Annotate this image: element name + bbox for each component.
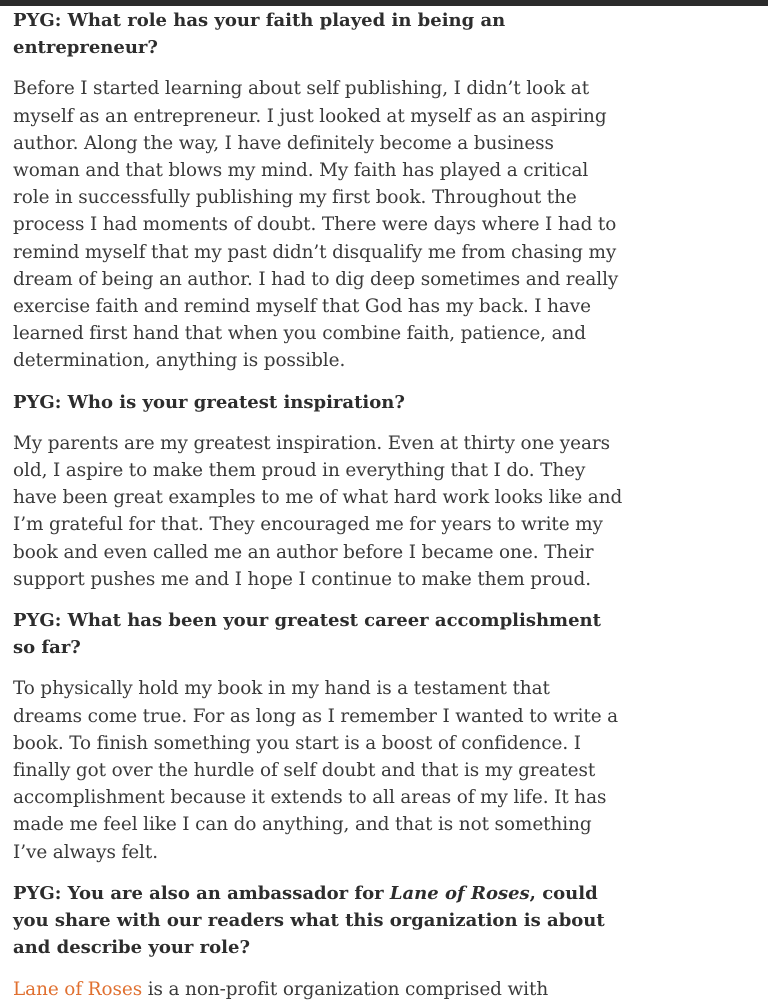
question-ambassador-pre: PYG: You are also an ambassador for [13,882,390,904]
lane-of-roses-link[interactable]: Lane of Roses [13,978,143,1000]
answer-ambassador-text: is a non-profit organization comprised with [142,978,549,1000]
question-faith: PYG: What role has your faith played in being an entrepreneur? [13,10,506,59]
question-accomplishment: PYG: What has been your greatest career accomplishment so far? [13,610,601,659]
question-inspiration: PYG: Who is your greatest inspiration? [13,391,405,413]
answer-accomplishment: To physically hold my book in my hand is a testament that dreams come true. For as long as I remember I wanted to write a book. To finish something you start is a boost of confidence. I finally got over the hurdle of self doubt and that is my greatest accomplishment because it extends to all areas of my life. It has made me feel like I can do anything, and that is not something I’ve always felt. [13,678,619,863]
answer-inspiration: My parents are my greatest inspiration. Even at thirty one years old, I aspire to make them proud in everything that I do. They have been great examples to me of what hard work looks like and I’m grateful for that. They encouraged me for years to write my book and even called me an author before I became one. Their support pushes me and I hope I continue to make them proud. [13,432,623,590]
question-ambassador [13,880,623,962]
answer-ambassador [13,976,623,1003]
interview-article [13,7,623,1003]
answer-faith: Before I started learning about self publishing, I didn’t look at myself as an entrepreneur. I just looked at myself as an aspiring author. Along the way, I have definitely become a business woman and that blows my mind. My faith has played a critical role in successfully publishing my first book. Throughout the process I had moments of doubt. There were days where I had to remind myself that my past didn’t disqualify me from chasing my dream of being an author. I had to dig deep sometimes and really exercise faith and remind myself that God has my back. I have learned first hand that when you combine faith, patience, and determination, anything is possible. [13,78,619,372]
question-ambassador-post: , could you share with our readers what this organization is about and describe your role? [13,882,605,959]
top-bar [0,0,768,6]
lane-of-roses-italic: Lane of Roses [389,882,530,904]
